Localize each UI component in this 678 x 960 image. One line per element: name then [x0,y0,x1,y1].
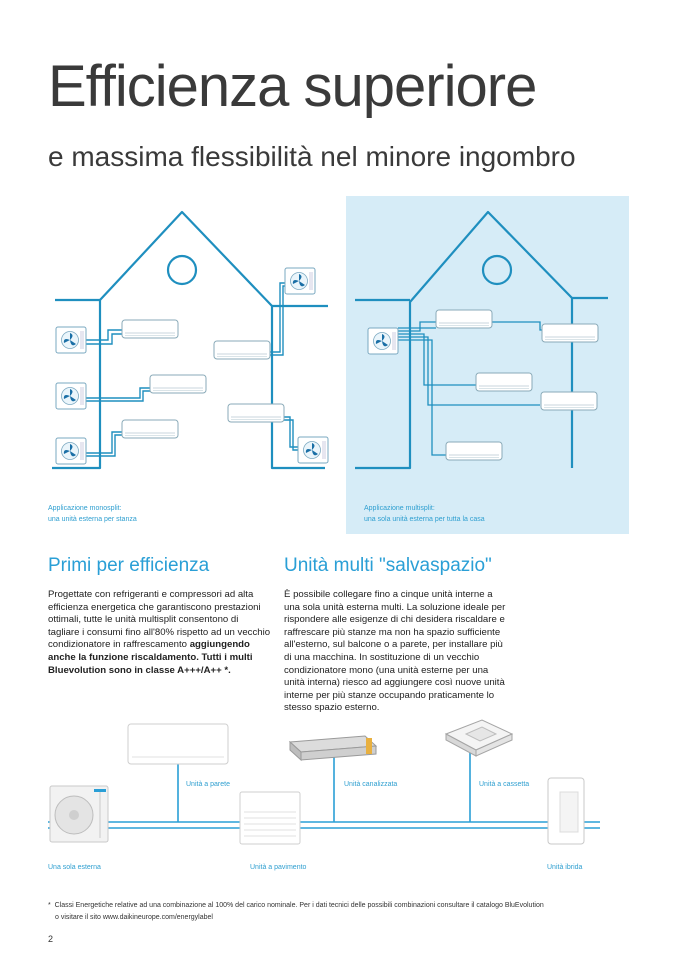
cassette-unit-image [446,720,512,756]
multisplit-caption-line1: Applicazione multisplit: [364,505,435,512]
footnote-asterisk: * [48,902,55,909]
product-connection-lines [48,752,600,840]
page-number: 2 [48,934,54,944]
efficiency-text-bold: aggiungendo anche la funzione riscaldamento. Tutti i multi Bluevolution sono in classe A+++/A++ *. [48,639,253,676]
floor-unit-image [240,792,300,844]
footnote-line1: Classi Energetiche relative ad una combinazione al 100% del carico nominale. Per i dati tecnici delle possibili combinazioni consultare il catalogo BluEvolution [54,902,544,909]
monosplit-diagram [52,212,328,468]
ducted-unit-image [290,736,376,760]
floor-unit-label: Unità a pavimento [250,864,307,871]
multisplit-caption-line2: una sola unità esterna per tutta la casa [364,516,485,523]
outdoor-unit-image [50,786,108,842]
multisplit-caption [364,503,485,525]
space-saving-text: È possibile collegare fino a cinque unità interne a una sola unità esterna multi. La soluzione ideale per rispondere alle esigenze di chi desidera riscaldare e raffrescare più stanze ma non ha spazio sufficiente all'esterno, sul balcone o a parete, per installare più di una macchina. In sostituzione di un vecchio condizionatore mono (una unità esterne per una unità interna) riesco ad aggiungere così nuove unità interne per più stanze occupando praticamente lo stesso spazio esterno. [284,589,506,714]
space-saving-heading: Unità multi "salvaspazio" [284,555,492,576]
cassette-unit-label: Unità a cassetta [479,781,530,788]
wall-unit-image [128,724,228,764]
hybrid-unit-label: Unità ibrida [547,864,583,871]
efficiency-heading: Primi per efficienza [48,555,210,576]
footnote [48,900,544,924]
page-subtitle: e massima flessibilità nel minore ingombro [48,141,576,172]
hybrid-unit-image [548,778,584,844]
monosplit-caption-line2: una unità esterna per stanza [48,516,137,523]
efficiency-text [48,589,272,677]
footnote-line2: o visitare il sito www.daikineurope.com/energylabel [55,914,213,921]
multisplit-panel [346,196,629,534]
outdoor-unit-label: Una sola esterna [48,864,101,871]
page-title: Efficienza superiore [48,54,537,119]
monosplit-caption [48,503,137,525]
monosplit-caption-line1: Applicazione monosplit: [48,505,122,512]
efficiency-text-regular: Progettate con refrigeranti e compressori ad alta efficienza energetica che garantiscono prestazioni ottimali, tutte le unità multisplit consentono di tagliare i consumi fino all'80% rispetto ad un vecchio condizionatore in raffrescamento [48,589,271,651]
ducted-unit-label: Unità canalizzata [344,781,398,788]
wall-unit-label: Unità a parete [186,781,230,788]
